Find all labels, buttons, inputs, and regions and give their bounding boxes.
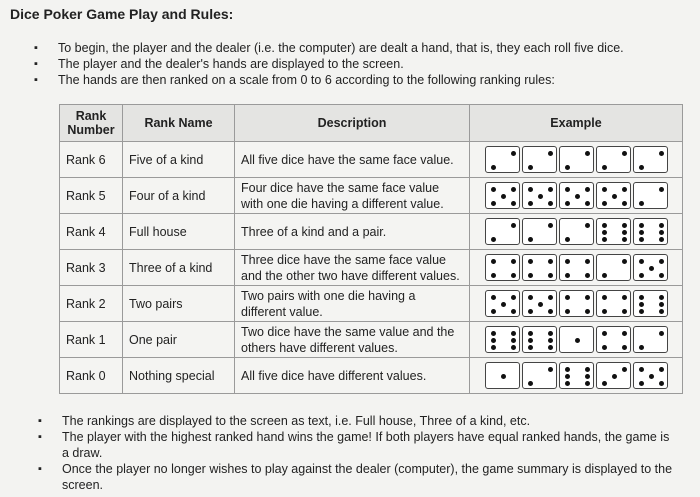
die-pip: [528, 259, 533, 264]
example-cell: [470, 250, 683, 286]
die-pip: [528, 331, 533, 336]
dice-example: [472, 290, 680, 317]
description-cell: All five dice have the same face value.: [235, 142, 470, 178]
die-pip: [659, 295, 664, 300]
rank-number-cell: Rank 0: [60, 358, 123, 394]
die-pip: [612, 194, 617, 199]
die-pip: [528, 273, 533, 278]
die-pip: [491, 259, 496, 264]
die-pip: [575, 338, 580, 343]
die-pip: [511, 309, 516, 314]
die-pip: [528, 338, 533, 343]
die-face-5-icon: [485, 182, 520, 209]
die-face-2-icon: [633, 326, 668, 353]
die-pip: [659, 151, 664, 156]
die-pip: [491, 338, 496, 343]
die-face-1-icon: [559, 326, 594, 353]
die-pip: [511, 259, 516, 264]
rank-number-cell: Rank 6: [60, 142, 123, 178]
die-pip: [491, 165, 496, 170]
die-pip: [622, 309, 627, 314]
die-pip: [501, 374, 506, 379]
die-pip: [602, 223, 607, 228]
ranking-table: [59, 104, 683, 394]
die-pip: [622, 331, 627, 336]
die-face-6-icon: [485, 326, 520, 353]
die-pip: [622, 187, 627, 192]
die-pip: [659, 230, 664, 235]
die-face-5-icon: [633, 362, 668, 389]
header-rank-name: Rank Name: [123, 105, 235, 142]
die-pip: [659, 259, 664, 264]
die-pip: [639, 295, 644, 300]
die-face-3-icon: [596, 362, 631, 389]
die-face-5-icon: [522, 290, 557, 317]
die-pip: [548, 273, 553, 278]
header-rank-number: Rank Number: [60, 105, 123, 142]
die-pip: [659, 302, 664, 307]
die-face-2-icon: [522, 362, 557, 389]
die-face-4-icon: [559, 290, 594, 317]
example-cell: [470, 286, 683, 322]
rank-name-cell: Five of a kind: [123, 142, 235, 178]
die-pip: [622, 295, 627, 300]
die-pip: [565, 295, 570, 300]
die-face-5-icon: [485, 290, 520, 317]
die-pip: [602, 187, 607, 192]
die-pip: [511, 151, 516, 156]
rank-number-cell: Rank 3: [60, 250, 123, 286]
die-pip: [548, 367, 553, 372]
die-pip: [602, 331, 607, 336]
die-pip: [565, 187, 570, 192]
die-face-5-icon: [559, 182, 594, 209]
die-pip: [639, 302, 644, 307]
die-pip: [659, 187, 664, 192]
die-pip: [565, 237, 570, 242]
die-pip: [622, 151, 627, 156]
die-pip: [511, 201, 516, 206]
die-pip: [622, 201, 627, 206]
example-cell: [470, 214, 683, 250]
die-face-2-icon: [522, 146, 557, 173]
die-pip: [585, 201, 590, 206]
die-pip: [602, 201, 607, 206]
die-pip: [548, 151, 553, 156]
intro-item: ▪ The player and the dealer's hands are displayed to the screen.: [32, 56, 672, 72]
die-face-4-icon: [522, 254, 557, 281]
die-face-4-icon: [596, 290, 631, 317]
table-row: [60, 286, 683, 322]
table-row: [60, 178, 683, 214]
die-pip: [639, 230, 644, 235]
die-pip: [548, 295, 553, 300]
die-pip: [491, 295, 496, 300]
die-face-4-icon: [485, 254, 520, 281]
die-pip: [528, 295, 533, 300]
die-pip: [602, 309, 607, 314]
die-pip: [659, 367, 664, 372]
die-pip: [548, 345, 553, 350]
die-pip: [659, 309, 664, 314]
rank-name-cell: Four of a kind: [123, 178, 235, 214]
outro-item: ▪ Once the player no longer wishes to play against the dealer (computer), the game summary is displayed to the screen.: [36, 461, 676, 493]
die-pip: [585, 259, 590, 264]
die-pip: [622, 230, 627, 235]
die-pip: [548, 223, 553, 228]
die-pip: [565, 374, 570, 379]
die-face-6-icon: [596, 218, 631, 245]
die-pip: [528, 237, 533, 242]
die-pip: [622, 367, 627, 372]
die-pip: [575, 194, 580, 199]
intro-item: ▪ To begin, the player and the dealer (i.e. the computer) are dealt a hand, that is, they each roll five dice.: [32, 40, 672, 56]
dice-example: [472, 362, 680, 389]
die-pip: [528, 187, 533, 192]
header-example: Example: [470, 105, 683, 142]
description-cell: Three of a kind and a pair.: [235, 214, 470, 250]
dice-example: [472, 182, 680, 209]
die-pip: [602, 273, 607, 278]
example-cell: [470, 178, 683, 214]
die-face-5-icon: [596, 182, 631, 209]
die-pip: [622, 237, 627, 242]
die-pip: [528, 165, 533, 170]
die-pip: [548, 309, 553, 314]
die-pip: [548, 201, 553, 206]
die-pip: [511, 338, 516, 343]
die-pip: [491, 309, 496, 314]
die-pip: [548, 338, 553, 343]
die-pip: [548, 259, 553, 264]
die-pip: [491, 237, 496, 242]
die-pip: [528, 345, 533, 350]
outro-item: ▪ The player with the highest ranked hand wins the game! If both players have equal ranked hands, the game is a draw.: [36, 429, 676, 461]
die-pip: [622, 345, 627, 350]
die-pip: [565, 201, 570, 206]
die-pip: [659, 381, 664, 386]
die-pip: [585, 309, 590, 314]
outro-item: ▪ The rankings are displayed to the screen as text, i.e. Full house, Three of a kind, etc.: [36, 413, 676, 429]
die-face-5-icon: [633, 254, 668, 281]
rank-name-cell: Nothing special: [123, 358, 235, 394]
die-pip: [649, 374, 654, 379]
die-pip: [639, 165, 644, 170]
die-pip: [659, 237, 664, 242]
die-pip: [565, 381, 570, 386]
rank-name-cell: One pair: [123, 322, 235, 358]
table-row: [60, 358, 683, 394]
rank-number-cell: Rank 1: [60, 322, 123, 358]
die-pip: [639, 273, 644, 278]
die-face-2-icon: [596, 254, 631, 281]
die-face-4-icon: [559, 254, 594, 281]
die-face-2-icon: [633, 146, 668, 173]
die-pip: [639, 223, 644, 228]
die-pip: [639, 201, 644, 206]
die-pip: [602, 230, 607, 235]
die-pip: [548, 331, 553, 336]
die-pip: [659, 223, 664, 228]
die-pip: [511, 273, 516, 278]
die-face-2-icon: [559, 146, 594, 173]
die-pip: [659, 331, 664, 336]
die-pip: [639, 237, 644, 242]
die-pip: [528, 201, 533, 206]
die-pip: [538, 194, 543, 199]
description-cell: Two dice have the same value and the others have different values.: [235, 322, 470, 358]
die-pip: [622, 259, 627, 264]
die-pip: [511, 223, 516, 228]
die-face-1-icon: [485, 362, 520, 389]
die-face-2-icon: [485, 146, 520, 173]
header-description: Description: [235, 105, 470, 142]
die-pip: [548, 187, 553, 192]
die-pip: [511, 345, 516, 350]
table-row: [60, 142, 683, 178]
die-pip: [511, 331, 516, 336]
die-face-6-icon: [633, 290, 668, 317]
dice-example: [472, 218, 680, 245]
die-pip: [659, 273, 664, 278]
die-pip: [491, 273, 496, 278]
die-pip: [491, 331, 496, 336]
rank-name-cell: Full house: [123, 214, 235, 250]
die-pip: [528, 381, 533, 386]
die-pip: [565, 273, 570, 278]
table-row: [60, 322, 683, 358]
die-face-2-icon: [485, 218, 520, 245]
die-pip: [565, 309, 570, 314]
die-pip: [501, 302, 506, 307]
die-face-6-icon: [522, 326, 557, 353]
die-pip: [565, 165, 570, 170]
example-cell: [470, 322, 683, 358]
die-pip: [585, 273, 590, 278]
example-cell: [470, 142, 683, 178]
rank-number-cell: Rank 2: [60, 286, 123, 322]
description-cell: Three dice have the same face value and the other two have different values.: [235, 250, 470, 286]
description-cell: Two pairs with one die having a different value.: [235, 286, 470, 322]
die-face-2-icon: [559, 218, 594, 245]
rank-number-cell: Rank 4: [60, 214, 123, 250]
die-pip: [585, 187, 590, 192]
die-pip: [585, 381, 590, 386]
die-pip: [602, 381, 607, 386]
outro-list: [36, 413, 676, 493]
die-pip: [491, 187, 496, 192]
die-pip: [622, 223, 627, 228]
die-face-4-icon: [596, 326, 631, 353]
example-cell: [470, 358, 683, 394]
die-pip: [511, 295, 516, 300]
table-header-row: [60, 105, 683, 142]
die-pip: [585, 223, 590, 228]
die-pip: [511, 187, 516, 192]
die-pip: [602, 345, 607, 350]
description-cell: Four dice have the same face value with one die having a different value.: [235, 178, 470, 214]
die-pip: [528, 309, 533, 314]
die-pip: [585, 151, 590, 156]
die-pip: [491, 201, 496, 206]
die-pip: [639, 381, 644, 386]
intro-list: [32, 40, 672, 88]
rank-name-cell: Three of a kind: [123, 250, 235, 286]
die-pip: [585, 374, 590, 379]
die-pip: [538, 302, 543, 307]
die-face-6-icon: [559, 362, 594, 389]
rank-name-cell: Two pairs: [123, 286, 235, 322]
rank-number-cell: Rank 5: [60, 178, 123, 214]
die-face-2-icon: [522, 218, 557, 245]
die-pip: [565, 367, 570, 372]
die-pip: [501, 194, 506, 199]
die-face-2-icon: [633, 182, 668, 209]
page-title: Dice Poker Game Play and Rules:: [10, 6, 234, 22]
intro-item: ▪ The hands are then ranked on a scale from 0 to 6 according to the following ranking rules:: [32, 72, 672, 88]
dice-example: [472, 254, 680, 281]
die-pip: [612, 374, 617, 379]
die-face-2-icon: [596, 146, 631, 173]
die-pip: [639, 367, 644, 372]
die-face-6-icon: [633, 218, 668, 245]
die-pip: [639, 259, 644, 264]
table-row: [60, 250, 683, 286]
die-pip: [585, 367, 590, 372]
dice-example: [472, 146, 680, 173]
die-pip: [639, 309, 644, 314]
dice-example: [472, 326, 680, 353]
die-pip: [585, 295, 590, 300]
die-pip: [602, 295, 607, 300]
die-pip: [565, 259, 570, 264]
die-face-5-icon: [522, 182, 557, 209]
die-pip: [491, 345, 496, 350]
die-pip: [639, 345, 644, 350]
die-pip: [602, 165, 607, 170]
die-pip: [602, 237, 607, 242]
die-pip: [649, 266, 654, 271]
description-cell: All five dice have different values.: [235, 358, 470, 394]
table-row: [60, 214, 683, 250]
